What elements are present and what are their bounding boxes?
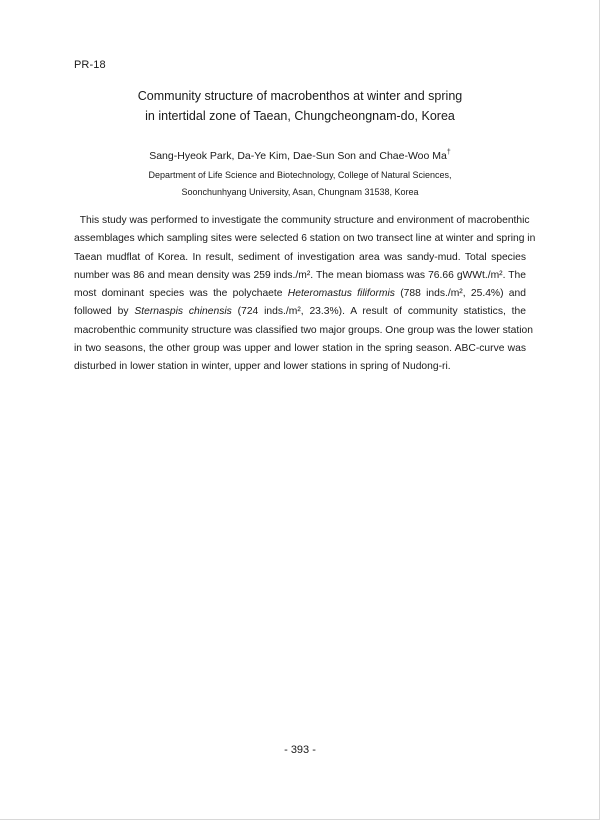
abstract-text: (724 inds./m², 23.3%). A result of community statistics, the (231, 306, 526, 318)
abstract-text: This study was performed to investigate the community structure and environment of macrobenthic (79, 215, 530, 226)
abstract-text: (788 inds./m², 25.4%) and (394, 288, 526, 300)
paper-title (60, 86, 540, 126)
author-list (60, 148, 540, 164)
title-line-2: in intertidal zone of Taean, Chungcheongnam-do, Korea (145, 109, 455, 123)
author-names: Sang-Hyeok Park, Da-Ye Kim, Dae-Sun Son and Chae-Woo Ma (149, 150, 447, 162)
title-line-1: Community structure of macrobenthos at winter and spring (137, 89, 463, 103)
abstract-text: followed by (74, 306, 135, 318)
abstract-line: Taean mudflat of Korea. In result, sediment of investigation area was sandy-mud. Total species (74, 251, 526, 263)
affiliation (60, 167, 540, 201)
presentation-code: PR-18 (74, 59, 106, 71)
abstract-line (74, 212, 530, 230)
page-number: - 393 - (284, 744, 316, 756)
abstract-line (74, 285, 526, 303)
corresponding-author-mark: † (446, 149, 451, 156)
abstract-line: assemblages which sampling sites were selected 6 station on two transect line at winter and spring in (74, 233, 536, 245)
species-name: Heteromastus filiformis (287, 288, 395, 300)
abstract-body (74, 212, 536, 377)
affiliation-line-2: Soonchunhyang University, Asan, Chungnam 31538, Korea (181, 187, 419, 197)
abstract-line: disturbed in lower station in winter, upper and lower stations in spring of Nudong-ri. (74, 361, 451, 373)
abstract-line: number was 86 and mean density was 259 inds./m². The mean biomass was 76.66 gWWt./m². The (74, 269, 526, 281)
abstract-line (74, 303, 526, 321)
abstract-text: most dominant species was the polychaete (74, 288, 288, 300)
species-name: Sternaspis chinensis (134, 306, 232, 318)
abstract-line: macrobenthic community structure was classified two major groups. One group was the lower station (74, 324, 533, 336)
abstract-line: in two seasons, the other group was upper and lower station in the spring season. ABC-curve was (74, 343, 526, 355)
affiliation-line-1: Department of Life Science and Biotechnology, College of Natural Sciences, (148, 170, 452, 180)
